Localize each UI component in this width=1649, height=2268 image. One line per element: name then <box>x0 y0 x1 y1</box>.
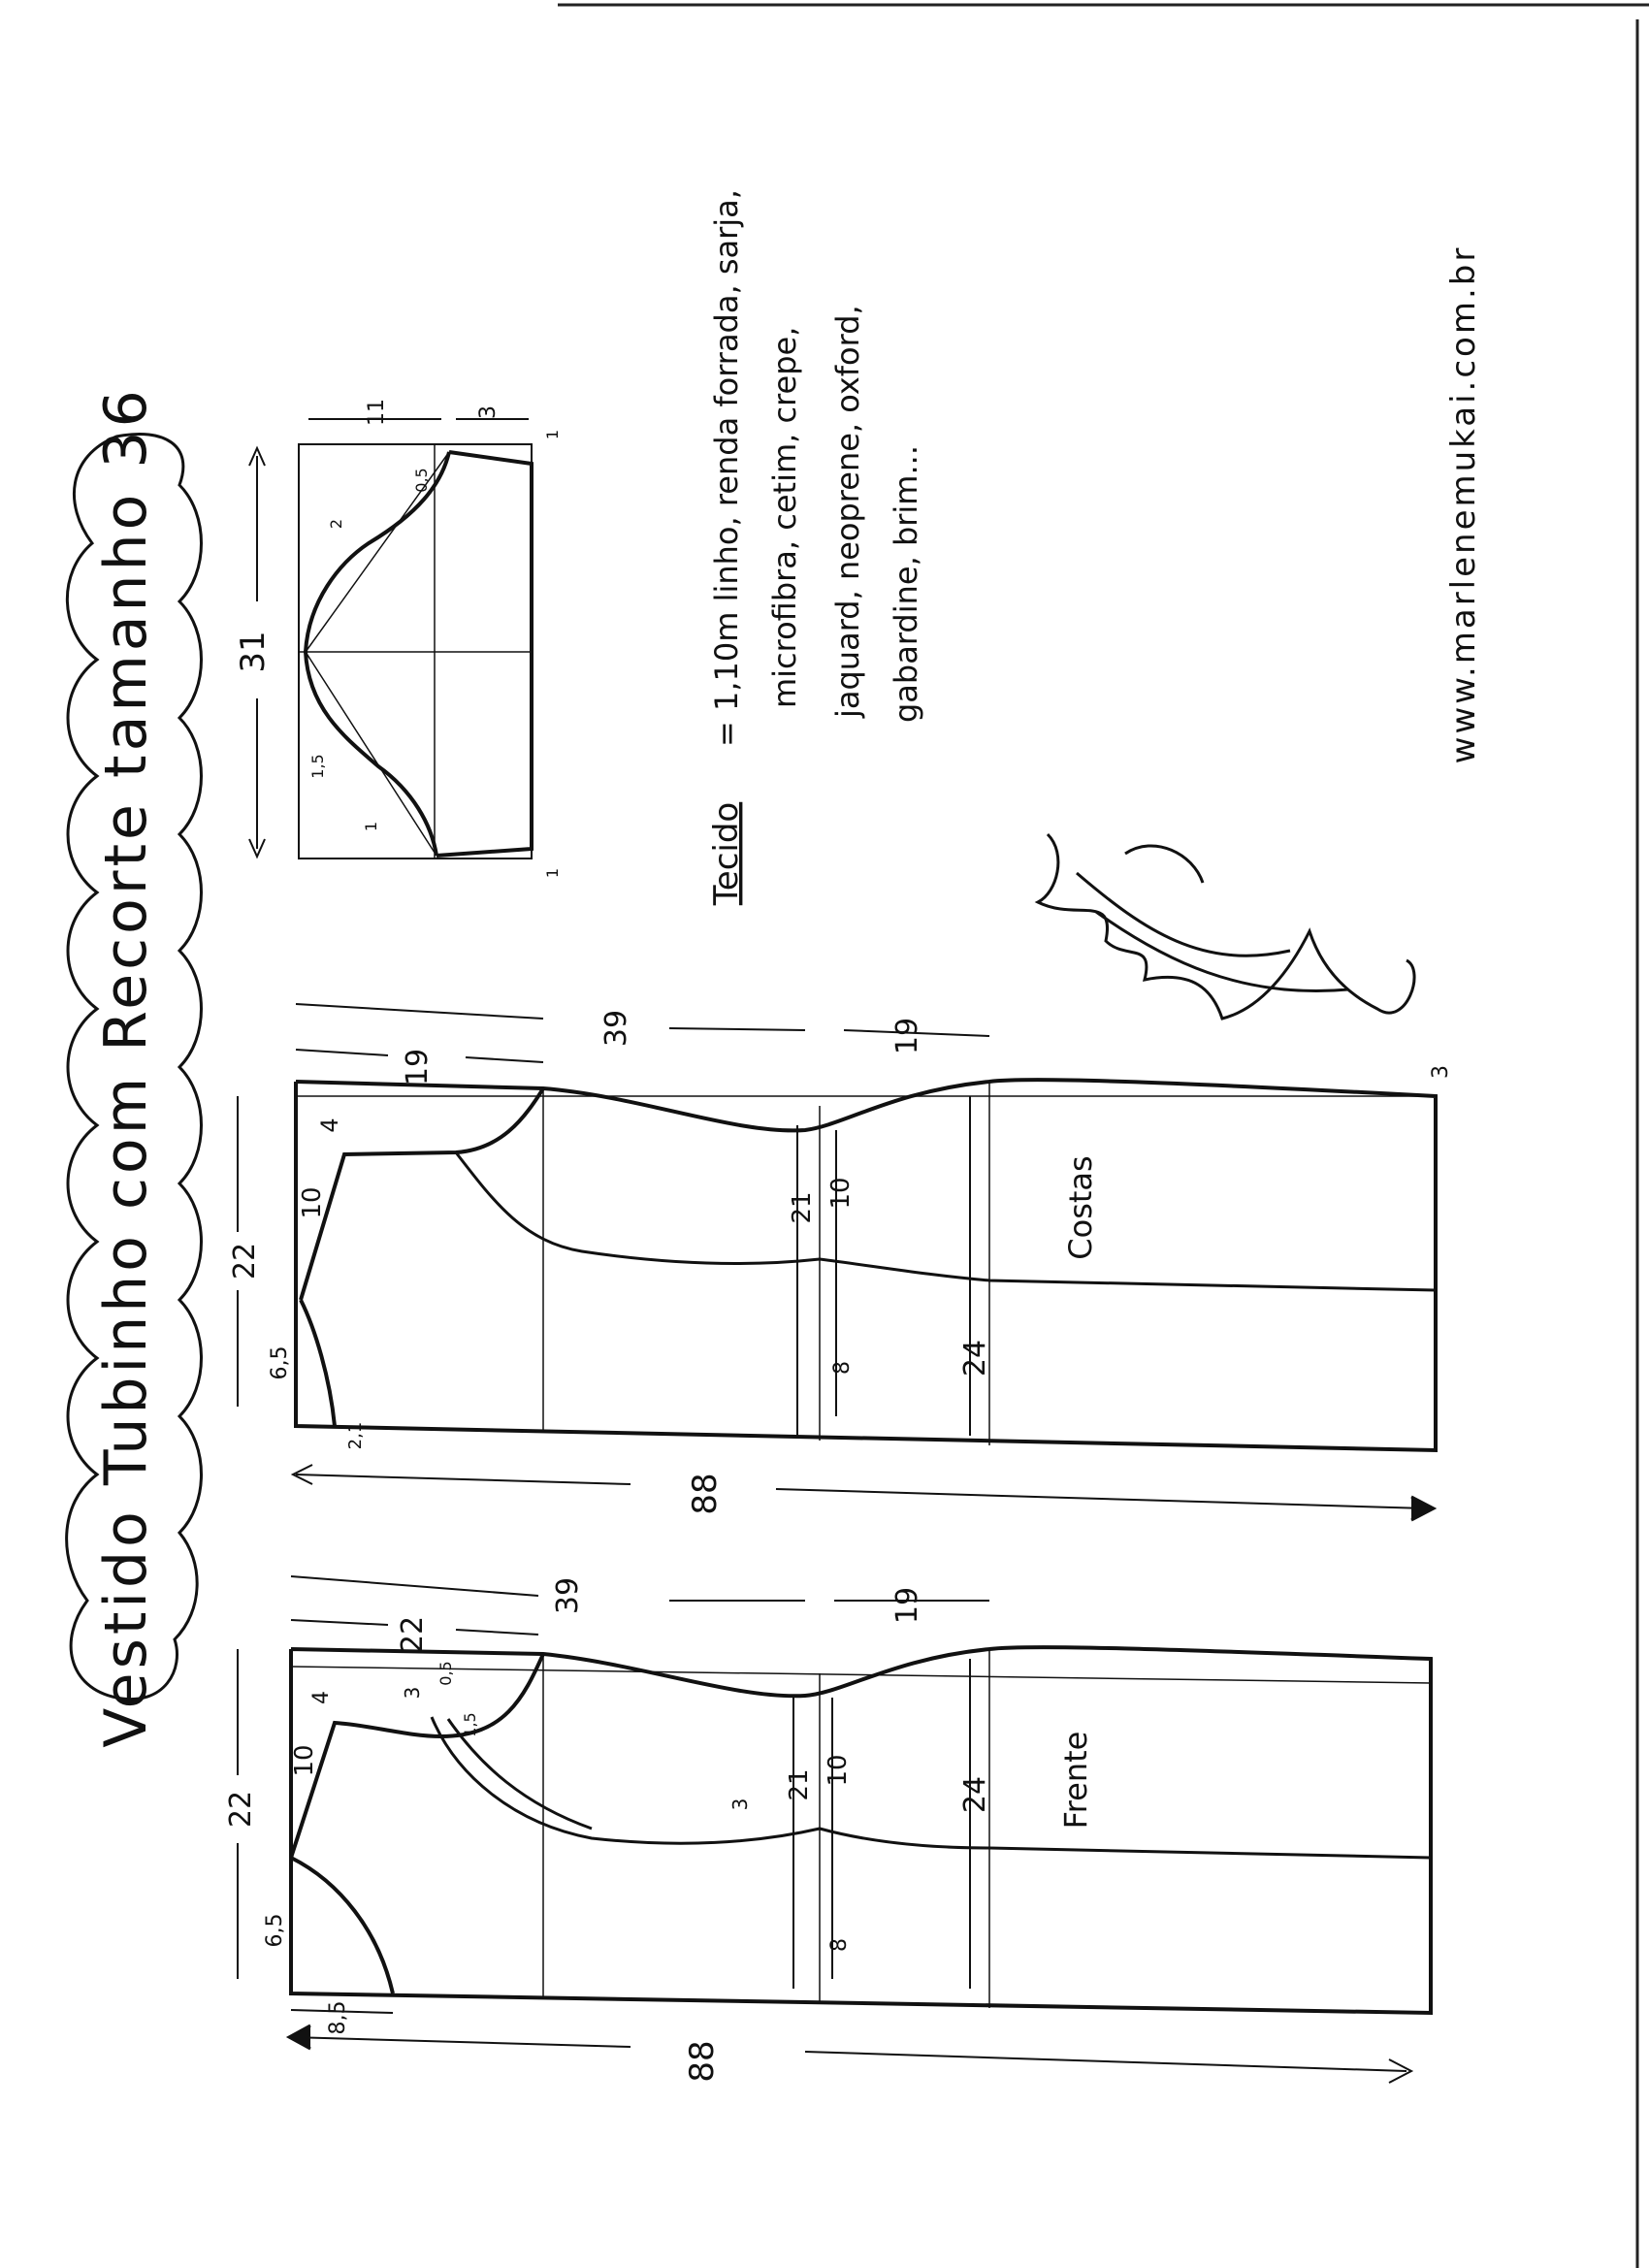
front-outline <box>291 1647 1431 2013</box>
front-top-dim-19: 19 <box>890 1586 924 1625</box>
back-top-dim-19a: 19 <box>401 1048 435 1086</box>
front-top-arrow <box>456 1630 538 1635</box>
back-hem-mark: 3 <box>1429 1065 1453 1079</box>
collar-mark-15: 1,5 <box>308 754 327 779</box>
front-dart-mark-05: 0,5 <box>436 1661 455 1686</box>
back-top-arrow <box>669 1028 805 1030</box>
back-neck-dim-10: 10 <box>298 1186 327 1219</box>
collar-mark-3: 3 <box>476 405 501 419</box>
website-url: www.marlenemukai.com.br <box>1444 244 1483 764</box>
back-inner-dim-21: 21 <box>788 1191 817 1224</box>
collar-mark-2: 2 <box>327 518 345 530</box>
front-top-arrow <box>291 1576 538 1596</box>
arrowhead <box>1411 1497 1434 1520</box>
front-piece-name: Frente <box>1057 1731 1094 1830</box>
fabric-line-4: gabardine, brim... <box>888 445 924 723</box>
back-top-arrow <box>296 1050 388 1055</box>
front-left-dim-65: 6,5 <box>263 1913 287 1948</box>
front-dart-mark-3: 3 <box>401 1686 424 1700</box>
back-princess-seam <box>456 1152 1436 1290</box>
collar-curve <box>306 452 449 856</box>
collar-piece <box>249 419 532 859</box>
fabric-note <box>707 189 924 906</box>
fabric-line-3: jaquard, neoprene, oxford, <box>829 305 866 718</box>
front-inner-dim-10: 10 <box>824 1754 853 1787</box>
front-inner-dim-21: 21 <box>785 1768 814 1801</box>
fabric-line-2: microfibra, cetim, crepe, <box>766 326 803 708</box>
back-top-dim-19b: 19 <box>890 1017 924 1055</box>
front-dart-mark-15: 1,5 <box>461 1712 479 1737</box>
front-length-label: 88 <box>683 2040 722 2083</box>
page-title: Vestido Tubinho com Recorte tamanho 36 <box>92 386 160 1748</box>
front-top-arrow <box>291 1620 388 1625</box>
collar-mark-1-bottom: 1 <box>543 867 562 879</box>
front-neck-dim-4: 4 <box>309 1691 334 1704</box>
back-neckline <box>301 1300 335 1426</box>
signature-scribble <box>1038 834 1414 1019</box>
back-inner-dim-8: 8 <box>830 1361 855 1375</box>
back-top-dim-39: 39 <box>599 1009 633 1048</box>
back-length-arrow <box>296 1474 630 1484</box>
back-piece-name: Costas <box>1062 1155 1099 1260</box>
collar-mark-1: 1 <box>362 821 380 832</box>
front-length-arrow <box>805 2052 1406 2071</box>
front-left-dim-22: 22 <box>224 1790 258 1829</box>
front-neck-dim-10: 10 <box>290 1744 319 1777</box>
front-length-arrow <box>291 2037 630 2047</box>
fabric-label: Tecido <box>707 801 746 906</box>
front-inner-dim-24: 24 <box>958 1775 992 1814</box>
back-top-arrow <box>466 1057 543 1062</box>
back-neck-dim-4: 4 <box>316 1118 343 1133</box>
back-length-label: 88 <box>686 1473 725 1515</box>
front-princess-seam <box>432 1717 1431 1858</box>
back-left-dim-22: 22 <box>228 1242 262 1280</box>
front-inner-dim-8: 8 <box>827 1938 852 1952</box>
back-inner-dim-10: 10 <box>826 1177 856 1210</box>
back-top-arrow <box>296 1004 543 1019</box>
fabric-line-1: = 1,10m linho, renda forrada, sarja, <box>708 189 745 747</box>
collar-edge <box>436 452 532 856</box>
back-left-dim-65: 6,5 <box>268 1345 292 1380</box>
arrowhead <box>289 2025 310 2049</box>
collar-mark-1-top: 1 <box>543 429 562 440</box>
collar-width-label: 31 <box>234 631 273 673</box>
front-left-dim-85: 8,5 <box>326 2000 350 2035</box>
back-inner-dim-24: 24 <box>958 1339 992 1377</box>
back-left-dim-21: 2,1 <box>345 1421 366 1450</box>
front-top-dim-22: 22 <box>396 1615 430 1654</box>
front-top-dim-39: 39 <box>551 1576 585 1615</box>
front-inner-dim-3: 3 <box>728 1798 752 1811</box>
collar-mark-05: 0,5 <box>412 468 431 493</box>
front-neckline <box>291 1858 393 1993</box>
back-length-arrow <box>776 1489 1426 1508</box>
front-armhole <box>291 1654 543 1858</box>
collar-mark-11: 11 <box>365 399 389 426</box>
